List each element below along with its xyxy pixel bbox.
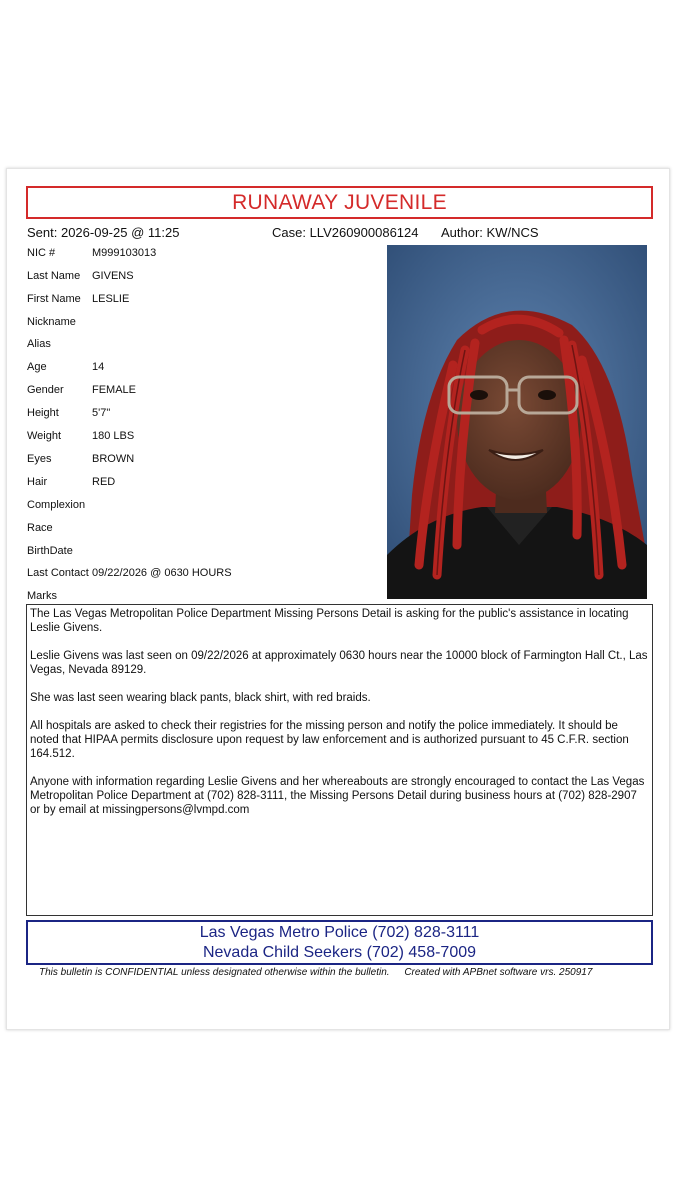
bulletin-title-box (26, 186, 653, 219)
field-value: RED (92, 476, 116, 488)
field-value: 14 (92, 361, 105, 373)
field-label: Last Contact (27, 567, 89, 579)
sent-datetime: Sent: 2026-09-25 @ 11:25 (27, 225, 180, 240)
author: Author: KW/NCS (441, 225, 539, 240)
field-label: NIC # (27, 247, 56, 259)
field-value: 09/22/2026 @ 0630 HOURS (92, 567, 232, 579)
field-value: 5'7" (92, 407, 111, 419)
field-label: Race (27, 522, 53, 534)
description-paragraph: The Las Vegas Metropolitan Police Department Missing Persons Detail is asking for the public's assistance in locating Leslie Givens. (30, 608, 629, 634)
field-label: Height (27, 407, 59, 419)
field-value: GIVENS (92, 270, 134, 282)
description-paragraph: All hospitals are asked to check their registries for the missing person and notify the police immediately. It should be noted that HIPAA permits disclosure upon request by law enforcement and is authorized pursuant to 45 C.F.R. section 164.512. (30, 720, 629, 760)
bulletin-sheet (6, 168, 670, 1030)
field-value: FEMALE (92, 384, 137, 396)
portrait-image (387, 245, 647, 599)
field-label: Nickname (27, 316, 76, 328)
bulletin-title: RUNAWAY JUVENILE (232, 191, 447, 214)
field-label: Marks (27, 590, 57, 602)
field-value: 180 LBS (92, 430, 135, 442)
field-label: Last Name (27, 270, 81, 282)
field-label: Gender (27, 384, 64, 396)
contact-child-seekers: Nevada Child Seekers (702) 458-7009 (202, 944, 477, 961)
description-paragraph: Anyone with information regarding Leslie Givens and her whereabouts are strongly encouraged to contact the Las Vegas Metropolitan Police Department at (702) 828-3111, the Missing Persons Detail during business hours at (702) 828-2907 or by email at missingpersons@lvmpd.com (30, 776, 645, 816)
software-credit: Created with APBnet software vrs. 250917 (404, 967, 593, 978)
description-paragraph: Leslie Givens was last seen on 09/22/2026 at approximately 0630 hours near the 10000 block of Farmington Hall Ct., Las Vegas, Nevada 89129. (30, 650, 648, 676)
contact-box (26, 920, 653, 965)
field-label: First Name (27, 293, 81, 305)
description-paragraph: She was last seen wearing black pants, black shirt, with red braids. (30, 692, 371, 704)
field-label: Complexion (27, 499, 86, 511)
description-box (26, 604, 653, 916)
footer (39, 966, 592, 980)
field-label: Weight (27, 430, 62, 442)
field-label: Alias (27, 338, 51, 350)
contact-lvmpd: Las Vegas Metro Police (702) 828-3111 (199, 924, 480, 941)
field-label: Eyes (27, 453, 52, 465)
field-label: BirthDate (27, 545, 73, 557)
field-label: Age (27, 361, 47, 373)
field-label: Hair (27, 476, 48, 488)
case-number: Case: LLV260900086124 (272, 225, 419, 240)
confidential-notice: This bulletin is CONFIDENTIAL unless designated otherwise within the bulletin. (39, 967, 390, 978)
field-value: BROWN (92, 453, 135, 465)
subject-photo (387, 245, 647, 599)
field-value: M999103013 (92, 247, 157, 259)
field-value: LESLIE (92, 293, 130, 305)
